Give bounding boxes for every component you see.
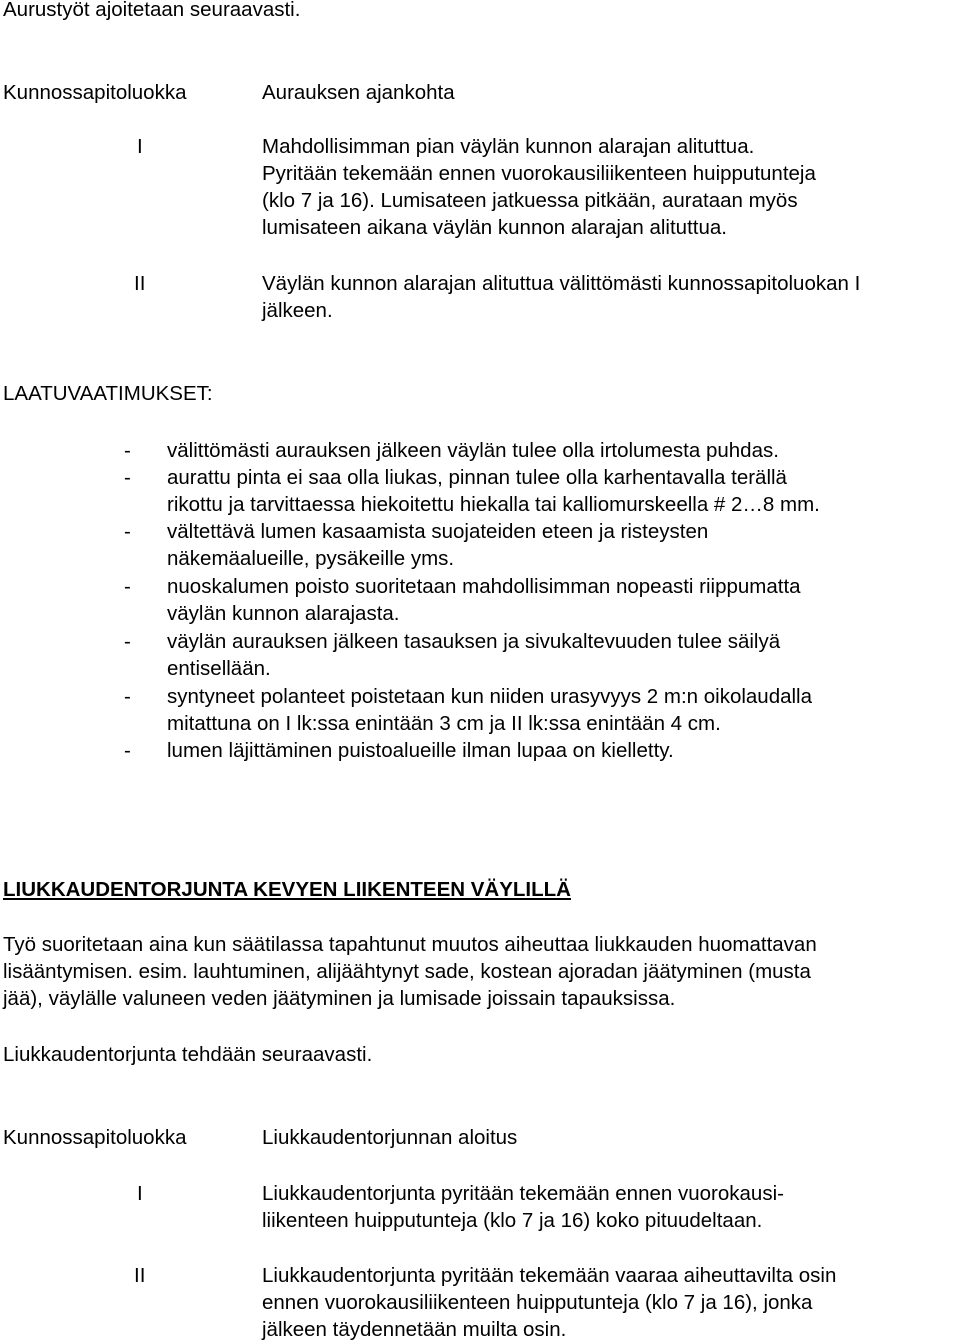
- list-dash: -: [124, 685, 131, 708]
- list-item-line: väylän aurauksen jälkeen tasauksen ja sivukaltevuuden tulee säilyä: [167, 630, 781, 653]
- slip-row-class-II: II: [134, 1264, 146, 1287]
- plow-row-desc-line: jälkeen.: [262, 299, 333, 322]
- slip-row-desc-line: Liukkaudentorjunta pyritään tekemään ennen vuorokausi-: [262, 1182, 784, 1205]
- section-paragraph-line: Työ suoritetaan aina kun säätilassa tapahtunut muutos aiheuttaa liukkauden huomattavan: [3, 933, 817, 956]
- plow-row-class-I: I: [137, 135, 143, 158]
- section-title: LIUKKAUDENTORJUNTA KEVYEN LIIKENTEEN VÄYLILLÄ: [3, 878, 571, 901]
- list-dash: -: [124, 739, 131, 762]
- list-item-line: vältettävä lumen kasaamista suojateiden eteen ja risteysten: [167, 520, 709, 543]
- section-intro: Liukkaudentorjunta tehdään seuraavasti.: [3, 1043, 373, 1066]
- plow-row-class-II: II: [134, 272, 146, 295]
- list-dash: -: [124, 439, 131, 462]
- slip-row-desc-line: jälkeen täydennetään muilta osin.: [262, 1318, 567, 1341]
- plow-row-desc-line: Pyritään tekemään ennen vuorokausiliikenteen huipputunteja: [262, 162, 816, 185]
- list-item-line: väylän kunnon alarajasta.: [167, 602, 400, 625]
- slip-table-header-desc: Liukkaudentorjunnan aloitus: [262, 1126, 518, 1149]
- section-paragraph-line: jää), väylälle valuneen veden jäätyminen ja lumisade joissain tapauksissa.: [3, 987, 676, 1010]
- intro-text: Aurustyöt ajoitetaan seuraavasti.: [3, 0, 301, 21]
- section-paragraph-line: lisääntymisen. esim. lauhtuminen, alijäähtynyt sade, kostean ajoradan jäätyminen (musta: [3, 960, 811, 983]
- list-item-line: näkemäalueille, pysäkeille yms.: [167, 547, 455, 570]
- quality-heading: LAATUVAATIMUKSET:: [3, 382, 213, 405]
- slip-row-desc-line: Liukkaudentorjunta pyritään tekemään vaaraa aiheuttavilta osin: [262, 1264, 837, 1287]
- list-item-line: aurattu pinta ei saa olla liukas, pinnan tulee olla karhentavalla terällä: [167, 466, 787, 489]
- list-dash: -: [124, 520, 131, 543]
- plow-table-header-desc: Aurauksen ajankohta: [262, 81, 455, 104]
- list-dash: -: [124, 575, 131, 598]
- list-dash: -: [124, 466, 131, 489]
- list-item-line: lumen läjittäminen puistoalueille ilman lupaa on kielletty.: [167, 739, 674, 762]
- plow-row-desc-line: Mahdollisimman pian väylän kunnon alarajan alituttua.: [262, 135, 755, 158]
- list-item-line: rikottu ja tarvittaessa hiekoitettu hiekalla tai kalliomurskeella # 2…8 mm.: [167, 493, 820, 516]
- list-dash: -: [124, 630, 131, 653]
- slip-row-desc-line: ennen vuorokausiliikenteen huipputunteja (klo 7 ja 16), jonka: [262, 1291, 813, 1314]
- list-item-line: syntyneet polanteet poistetaan kun niiden urasyvyys 2 m:n oikolaudalla: [167, 685, 813, 708]
- list-item-line: nuoskalumen poisto suoritetaan mahdollisimman nopeasti riippumatta: [167, 575, 801, 598]
- slip-row-desc-line: liikenteen huipputunteja (klo 7 ja 16) koko pituudeltaan.: [262, 1209, 763, 1232]
- list-item-line: välittömästi aurauksen jälkeen väylän tulee olla irtolumesta puhdas.: [167, 439, 779, 462]
- slip-table-header-class: Kunnossapitoluokka: [3, 1126, 187, 1149]
- plow-row-desc-line: (klo 7 ja 16). Lumisateen jatkuessa pitkään, aurataan myös: [262, 189, 798, 212]
- plow-row-desc-line: Väylän kunnon alarajan alituttua välittömästi kunnossapitoluokan I: [262, 272, 861, 295]
- slip-row-class-I: I: [137, 1182, 143, 1205]
- plow-table-header-class: Kunnossapitoluokka: [3, 81, 187, 104]
- list-item-line: entisellään.: [167, 657, 271, 680]
- plow-row-desc-line: lumisateen aikana väylän kunnon alarajan alituttua.: [262, 216, 727, 239]
- list-item-line: mitattuna on I lk:ssa enintään 3 cm ja II lk:ssa enintään 4 cm.: [167, 712, 721, 735]
